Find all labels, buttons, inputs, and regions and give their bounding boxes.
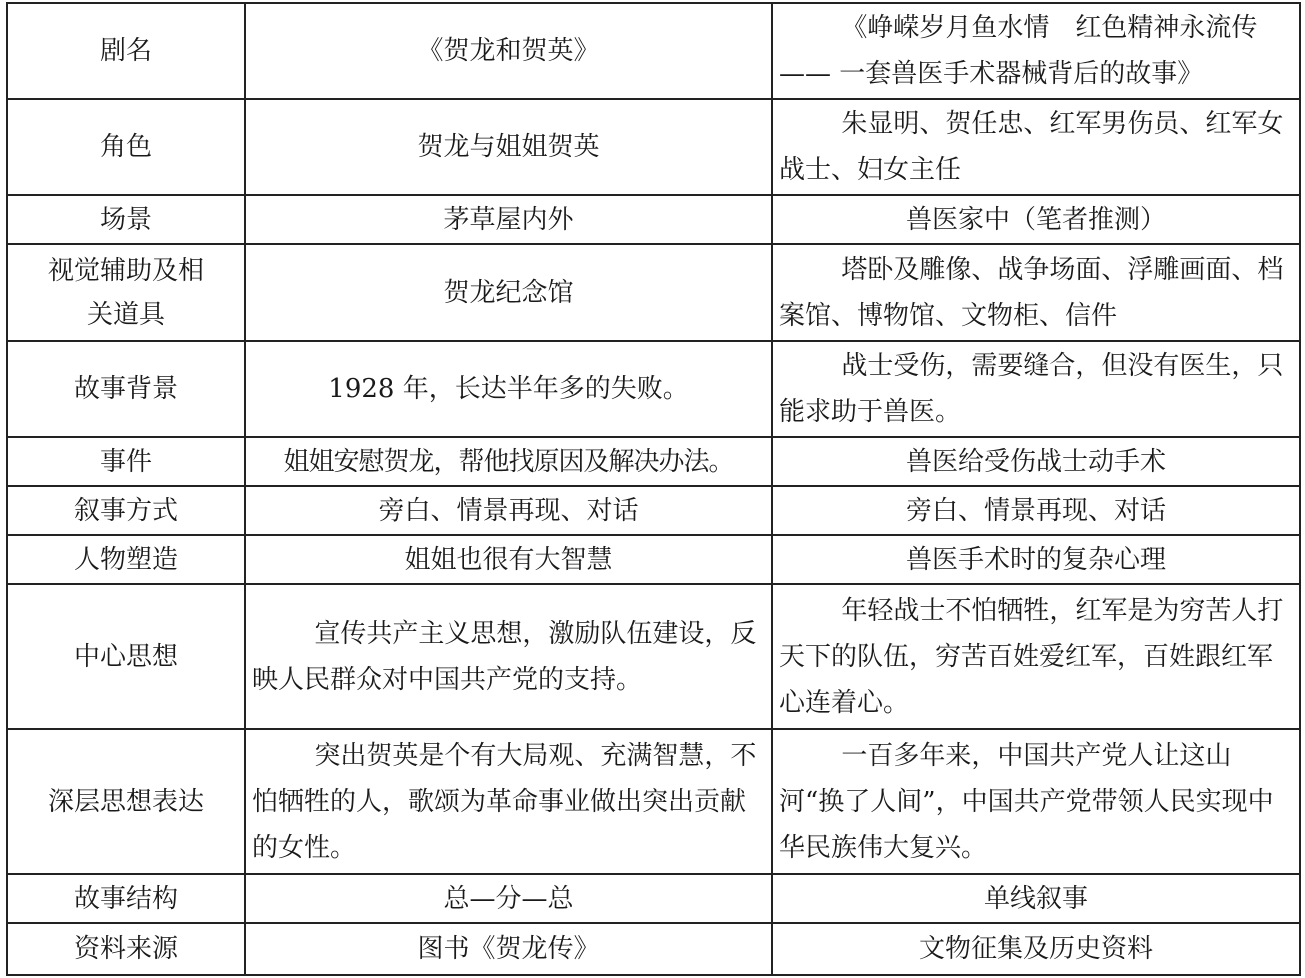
table-row-title [7, 3, 1300, 99]
cell-col1: 1928 年，长达半年多的失败。 [245, 341, 772, 437]
cell-col2: 塔卧及雕像、战争场面、浮雕画面、档案馆、博物馆、文物柜、信件 [772, 244, 1300, 341]
row-label: 剧名 [7, 3, 245, 99]
table-row-narration [7, 486, 1300, 535]
table-row-source [7, 923, 1300, 975]
cell-col2: 年轻战士不怕牺牲，红军是为穷苦人打天下的队伍，穷苦百姓爱红军，百姓跟红军心连着心。 [772, 584, 1300, 729]
cell-col1: 宣传共产主义思想，激励队伍建设，反映人民群众对中国共产党的支持。 [245, 584, 772, 729]
cell-col1: 姐姐安慰贺龙，帮他找原因及解决办法。 [245, 437, 772, 486]
table-row-background [7, 341, 1300, 437]
row-label: 故事结构 [7, 874, 245, 923]
cell-col1: 茅草屋内外 [245, 195, 772, 244]
table-row-props [7, 244, 1300, 341]
cell-col1: 《贺龙和贺英》 [245, 3, 772, 99]
cell-col2: 朱显明、贺任忠、红军男伤员、红军女战士、妇女主任 [772, 99, 1300, 195]
cell-col1: 突出贺英是个有大局观、充满智慧，不怕牺牲的人，歌颂为革命事业做出突出贡献的女性。 [245, 729, 772, 874]
cell-col1: 总—分—总 [245, 874, 772, 923]
cell-col2: 《峥嵘岁月鱼水情 红色精神永流传—— 一套兽医手术器械背后的故事》 [772, 3, 1300, 99]
row-label: 事件 [7, 437, 245, 486]
table-row-deep-theme [7, 729, 1300, 874]
cell-col1: 贺龙纪念馆 [245, 244, 772, 341]
cell-col2: 旁白、情景再现、对话 [772, 486, 1300, 535]
cell-col1: 姐姐也很有大智慧 [245, 535, 772, 584]
row-label: 中心思想 [7, 584, 245, 729]
cell-col2: 兽医给受伤战士动手术 [772, 437, 1300, 486]
row-label: 视觉辅助及相关道具 [7, 244, 245, 341]
cell-col2: 一百多年来，中国共产党人让这山河“换了人间”，中国共产党带领人民实现中华民族伟大复兴。 [772, 729, 1300, 874]
table-row-event [7, 437, 1300, 486]
table-row-characterization [7, 535, 1300, 584]
cell-col2: 单线叙事 [772, 874, 1300, 923]
row-label: 深层思想表达 [7, 729, 245, 874]
table-row-theme [7, 584, 1300, 729]
cell-col2: 战士受伤，需要缝合，但没有医生，只能求助于兽医。 [772, 341, 1300, 437]
cell-col2: 文物征集及历史资料 [772, 923, 1300, 975]
cell-col2: 兽医家中（笔者推测） [772, 195, 1300, 244]
table-row-structure [7, 874, 1300, 923]
table-row-scene [7, 195, 1300, 244]
cell-col1: 旁白、情景再现、对话 [245, 486, 772, 535]
comparison-table [6, 2, 1301, 976]
row-label: 角色 [7, 99, 245, 195]
table-row-roles [7, 99, 1300, 195]
cell-col1: 图书《贺龙传》 [245, 923, 772, 975]
row-label: 人物塑造 [7, 535, 245, 584]
row-label: 场景 [7, 195, 245, 244]
row-label: 叙事方式 [7, 486, 245, 535]
row-label: 资料来源 [7, 923, 245, 975]
cell-col1: 贺龙与姐姐贺英 [245, 99, 772, 195]
cell-col2: 兽医手术时的复杂心理 [772, 535, 1300, 584]
row-label: 故事背景 [7, 341, 245, 437]
